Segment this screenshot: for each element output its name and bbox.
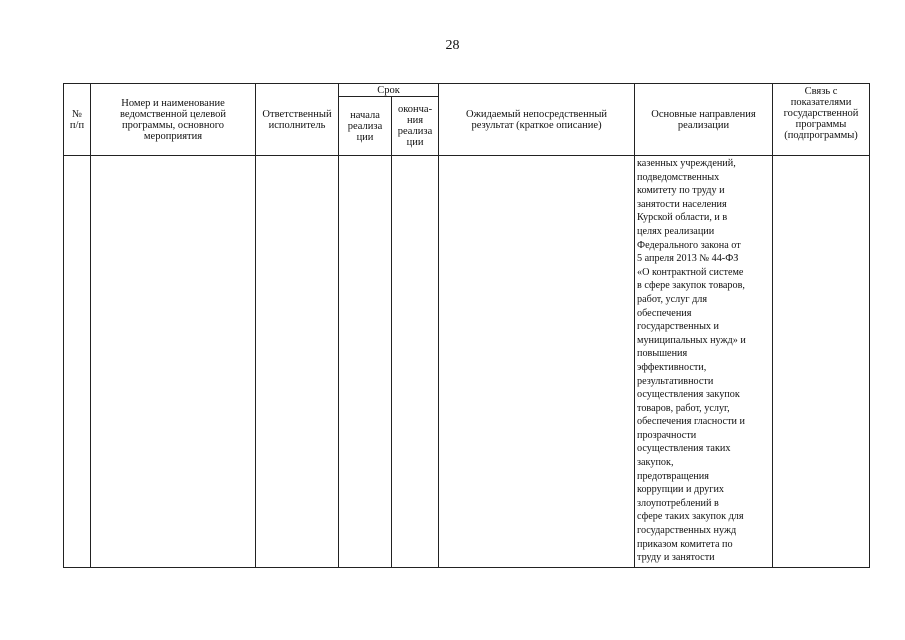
header-num: № п/п: [64, 84, 91, 156]
program-table: [63, 83, 870, 568]
header-term-start: начала реализа ции: [339, 97, 392, 156]
header-program-link: Связь с показателями государственной программы (подпрограммы): [773, 84, 870, 156]
cell-program-link: [773, 156, 870, 568]
cell-num: [64, 156, 91, 568]
cell-term-end: [392, 156, 439, 568]
header-program-name: Номер и наименование ведомственной целевой программы, основного мероприятия: [91, 84, 256, 156]
directions-text: казенных учреждений, подведомственных комитету по труду и занятости населения Курской области, и в целях реализации Федерального закона от 5 апреля 2013 № 44-ФЗ «О контрактной системе в сфере закупок товаров, работ, услуг для обеспечения государственных и муниципальных нужд» и повышения эффективности, результативности осуществления закупок товаров, работ, услуг, обеспечения гласности и прозрачности осуществления таких закупок, предотвращения коррупции и других злоупотреблений в сфере таких закупок для государственных нужд приказом комитета по труду и занятости: [637, 158, 746, 564]
cell-expected-result: [439, 156, 635, 568]
cell-program-name: [91, 156, 256, 568]
header-directions: Основные направления реализации: [635, 84, 773, 156]
page-number: 28: [445, 38, 460, 53]
cell-responsible: [256, 156, 339, 568]
header-expected-result: Ожидаемый непосредственный результат (краткое описание): [439, 84, 635, 156]
header-term-end: оконча- ния реализа ции: [392, 97, 439, 156]
cell-directions: [635, 156, 773, 568]
cell-term-start: [339, 156, 392, 568]
header-responsible: Ответственный исполнитель: [256, 84, 339, 156]
header-term: Срок: [339, 84, 439, 97]
table-row: [64, 156, 870, 568]
